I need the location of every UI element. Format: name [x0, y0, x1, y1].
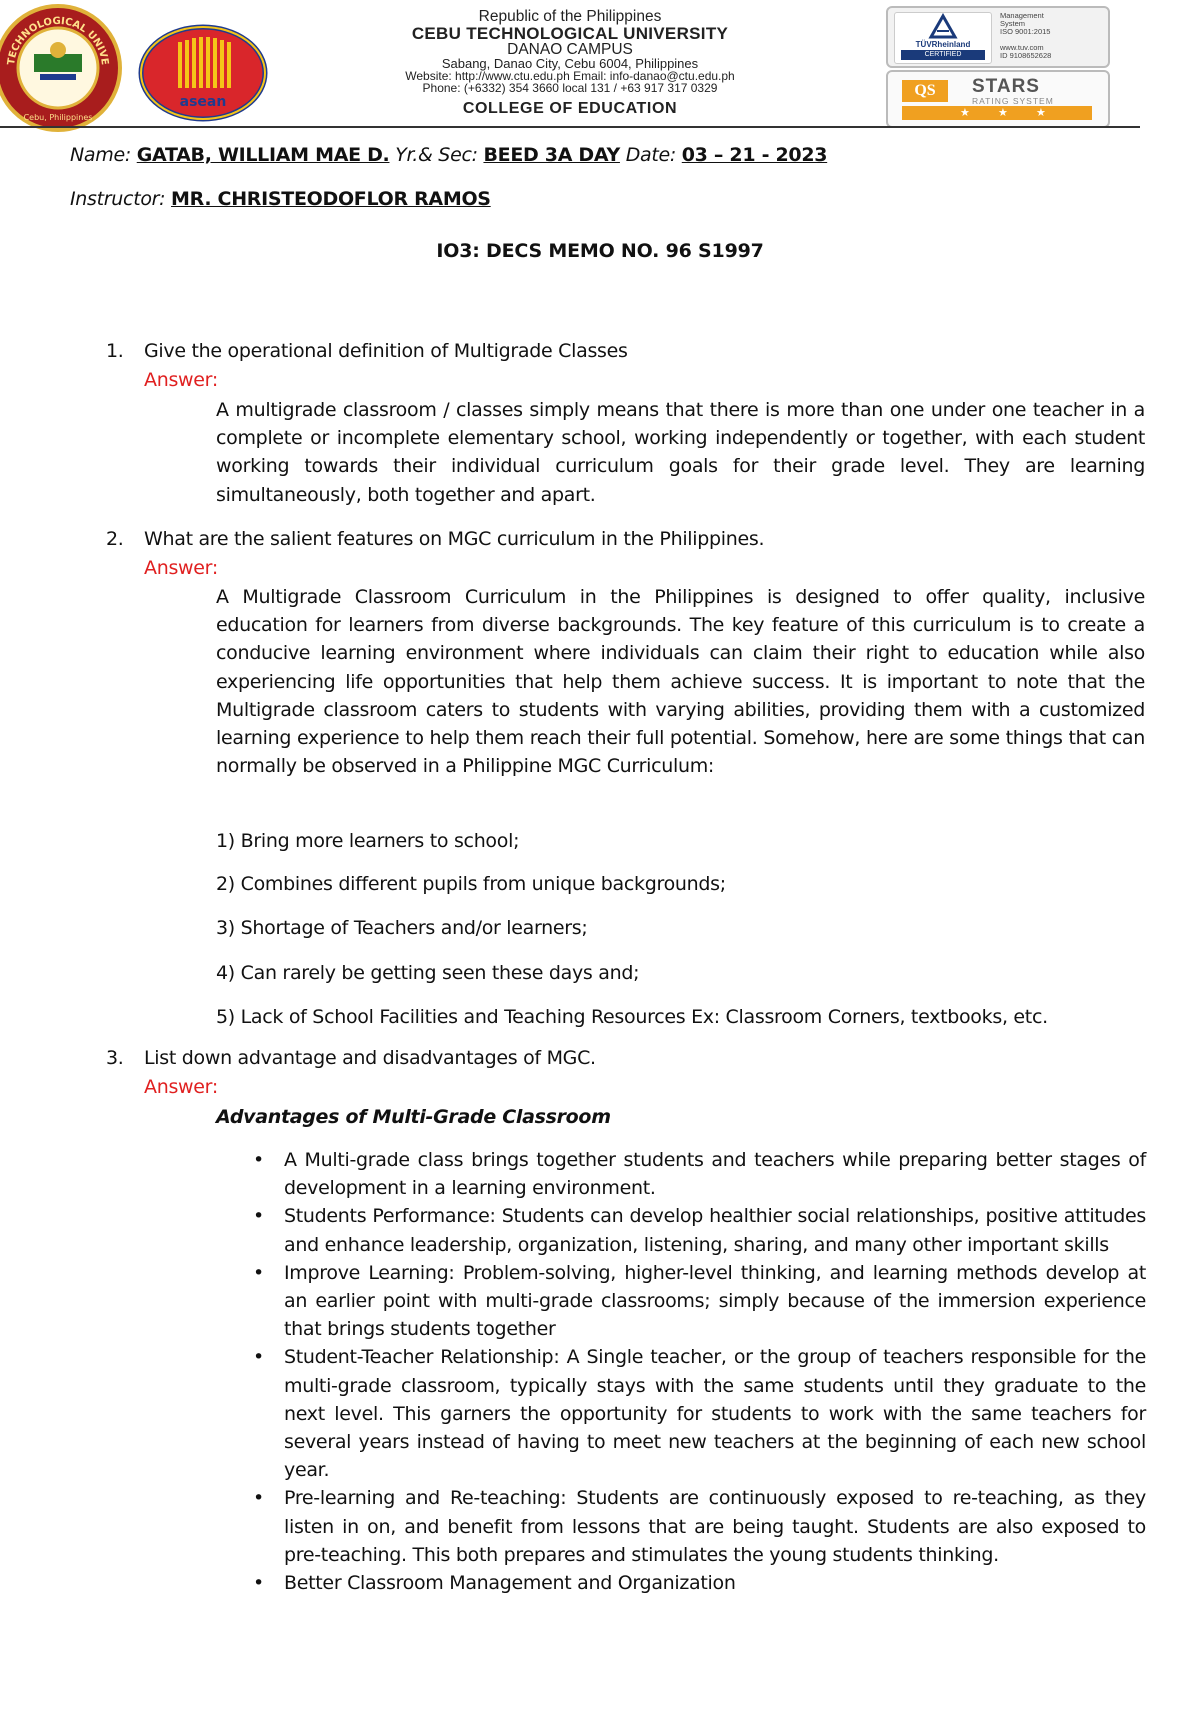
university-seal-logo	[0, 4, 122, 132]
qs-logo: QS	[902, 80, 948, 102]
address-line: Sabang, Danao City, Cebu 6004, Philippines	[441, 56, 699, 71]
qs-star-bar	[902, 106, 1092, 120]
iso-details	[1000, 12, 1104, 60]
phone-line: Phone: (+6332) 354 3660 local 131 / +63 917 317 0329	[422, 81, 718, 95]
question-number: 2.	[106, 528, 124, 550]
tuv-certified: CERTIFIED	[901, 50, 985, 60]
instructor-line	[70, 188, 491, 210]
seal-arc-text: TECHNOLOGICAL UNIVE	[6, 15, 110, 66]
list-item-text: Students Performance: Students can develop healthier social relationships, positive attitudes and enhance leadership, organization, listening, sharing, and many other important skills	[284, 1205, 1146, 1256]
answer-label: Answer:	[144, 1076, 218, 1098]
list-item	[253, 1343, 1146, 1484]
feature-item: 1) Bring more learners to school;	[216, 830, 520, 852]
bullet-icon: •	[253, 1346, 264, 1369]
feature-item: 2) Combines different pupils from unique backgrounds;	[216, 873, 726, 895]
letterhead	[0, 0, 1200, 130]
list-item-text: Pre-learning and Re-teaching: Students are continuously exposed to re-teaching, as they listen in on, and benefit from lessons that are being taught. Students are also exposed to pre-teaching. This both prepares and stimulates the young students thinking.	[284, 1487, 1146, 1566]
question-3-text: List down advantage and disadvantages of MGC.	[144, 1047, 596, 1069]
document-title: IO3: DECS MEMO NO. 96 S1997	[436, 240, 764, 262]
asean-wordmark: asean	[179, 94, 227, 110]
instructor-label: Instructor:	[70, 188, 166, 210]
tuv-triangle-icon	[895, 13, 991, 41]
date-label: Date:	[625, 144, 677, 166]
contact-line: Website: http://www.ctu.edu.ph Email: info-danao@ctu.edu.ph	[405, 69, 735, 83]
list-item-text: Improve Learning: Problem-solving, higher-level thinking, and learning methods develop at an earlier point with multi-grade classrooms; simply because of the immersion experience that brings students together	[284, 1261, 1146, 1341]
instructor-name: MR. CHRISTEODOFLOR RAMOS	[171, 188, 491, 210]
star-icon: ★	[960, 106, 970, 119]
list-item-text: A Multi-grade class brings together students and teachers while preparing better stages of development in a learning environment.	[284, 1149, 1146, 1200]
section-label: Yr.& Sec:	[395, 144, 478, 166]
feature-item: 4) Can rarely be getting seen these days and;	[216, 962, 640, 984]
bullet-icon: •	[253, 1205, 264, 1228]
asean-logo	[138, 24, 268, 122]
bullet-icon: •	[253, 1487, 264, 1510]
answer-2-paragraph: A Multigrade Classroom Curriculum in the Philippines is designed to offer quality, inclusive education for learners from diverse backgrounds. The key feature of this curriculum is to create a conducive learning environment where individuals can claim their right to education while also experiencing life opportunities that help them achieve success. It is important to note that the Multigrade classroom caters to students with varying abilities, providing them with a customized learning experience to help them reach their full potential. Somehow, here are some things that can normally be observed in a Philippine MGC Curriculum:	[216, 586, 1145, 778]
iso-id: ID 9108652628	[1000, 51, 1052, 60]
question-2-text: What are the salient features on MGC curriculum in the Philippines.	[144, 528, 765, 550]
list-item	[253, 1259, 1146, 1344]
qs-rating-text: RATING SYSTEM	[972, 96, 1054, 106]
list-item	[253, 1569, 1146, 1597]
answer-label: Answer:	[144, 557, 218, 579]
answer-label: Answer:	[144, 369, 218, 391]
iso-line: System	[1000, 19, 1026, 28]
feature-item: 5) Lack of School Facilities and Teaching Resources Ex: Classroom Corners, textbooks, etc.	[216, 1006, 1048, 1028]
list-item	[253, 1146, 1146, 1202]
star-icon: ★	[1036, 106, 1046, 119]
advantages-heading: Advantages of Multi-Grade Classroom	[216, 1106, 611, 1128]
university-name: CEBU TECHNOLOGICAL UNIVERSITY	[411, 24, 729, 43]
iso-line: Management	[1000, 11, 1044, 20]
name-label: Name:	[70, 144, 131, 166]
star-icon: ★	[998, 106, 1008, 119]
seal-bottom-text: Cebu, Philippines	[23, 113, 93, 122]
student-info-line	[70, 144, 827, 166]
qs-stars-word: STARS	[972, 76, 1040, 97]
campus-name: DANAO CAMPUS	[507, 41, 633, 58]
tuv-name: TÜVRheinland	[915, 40, 971, 49]
iso-line: ISO 9001:2015	[1000, 27, 1051, 36]
question-1-text: Give the operational definition of Multigrade Classes	[144, 340, 628, 362]
letterhead-text	[310, 8, 830, 118]
question-number: 3.	[106, 1047, 124, 1069]
list-item	[253, 1202, 1146, 1258]
submission-date: 03 – 21 - 2023	[681, 144, 828, 166]
qs-stars-badge	[886, 70, 1110, 128]
iso-web: www.tuv.com	[1000, 43, 1044, 52]
list-item	[253, 1484, 1146, 1569]
feature-item: 3) Shortage of Teachers and/or learners;	[216, 917, 588, 939]
bullet-icon: •	[253, 1572, 264, 1595]
student-name: GATAB, WILLIAM MAE D.	[136, 144, 390, 166]
question-number: 1.	[106, 340, 124, 362]
answer-1-paragraph: A multigrade classroom / classes simply means that there is more than one under one teacher in a complete or incomplete elementary school, working independently or together, with each student working towards their individual curriculum goals for their grade level. They are learning simultaneously, both together and apart.	[216, 399, 1145, 506]
republic-line: Republic of the Philippines	[478, 8, 662, 25]
list-item-text: Student-Teacher Relationship: A Single teacher, or the group of teachers responsible for the multi-grade classroom, typically stays with the same students until they graduate to the next level. This garners the opportunity for students to work with the same teachers for several years instead of having to meet new teachers at the beginning of each new school year.	[284, 1346, 1146, 1482]
header-divider	[0, 126, 1140, 128]
iso-certification-badge	[886, 6, 1110, 68]
student-section: BEED 3A DAY	[483, 144, 620, 166]
tuv-logo	[894, 12, 992, 64]
bullet-icon: •	[253, 1261, 264, 1284]
advantages-list	[253, 1146, 1146, 1597]
college-name: COLLEGE OF EDUCATION	[462, 100, 678, 117]
bullet-icon: •	[253, 1149, 264, 1171]
list-item-text: Better Classroom Management and Organization	[284, 1572, 736, 1595]
